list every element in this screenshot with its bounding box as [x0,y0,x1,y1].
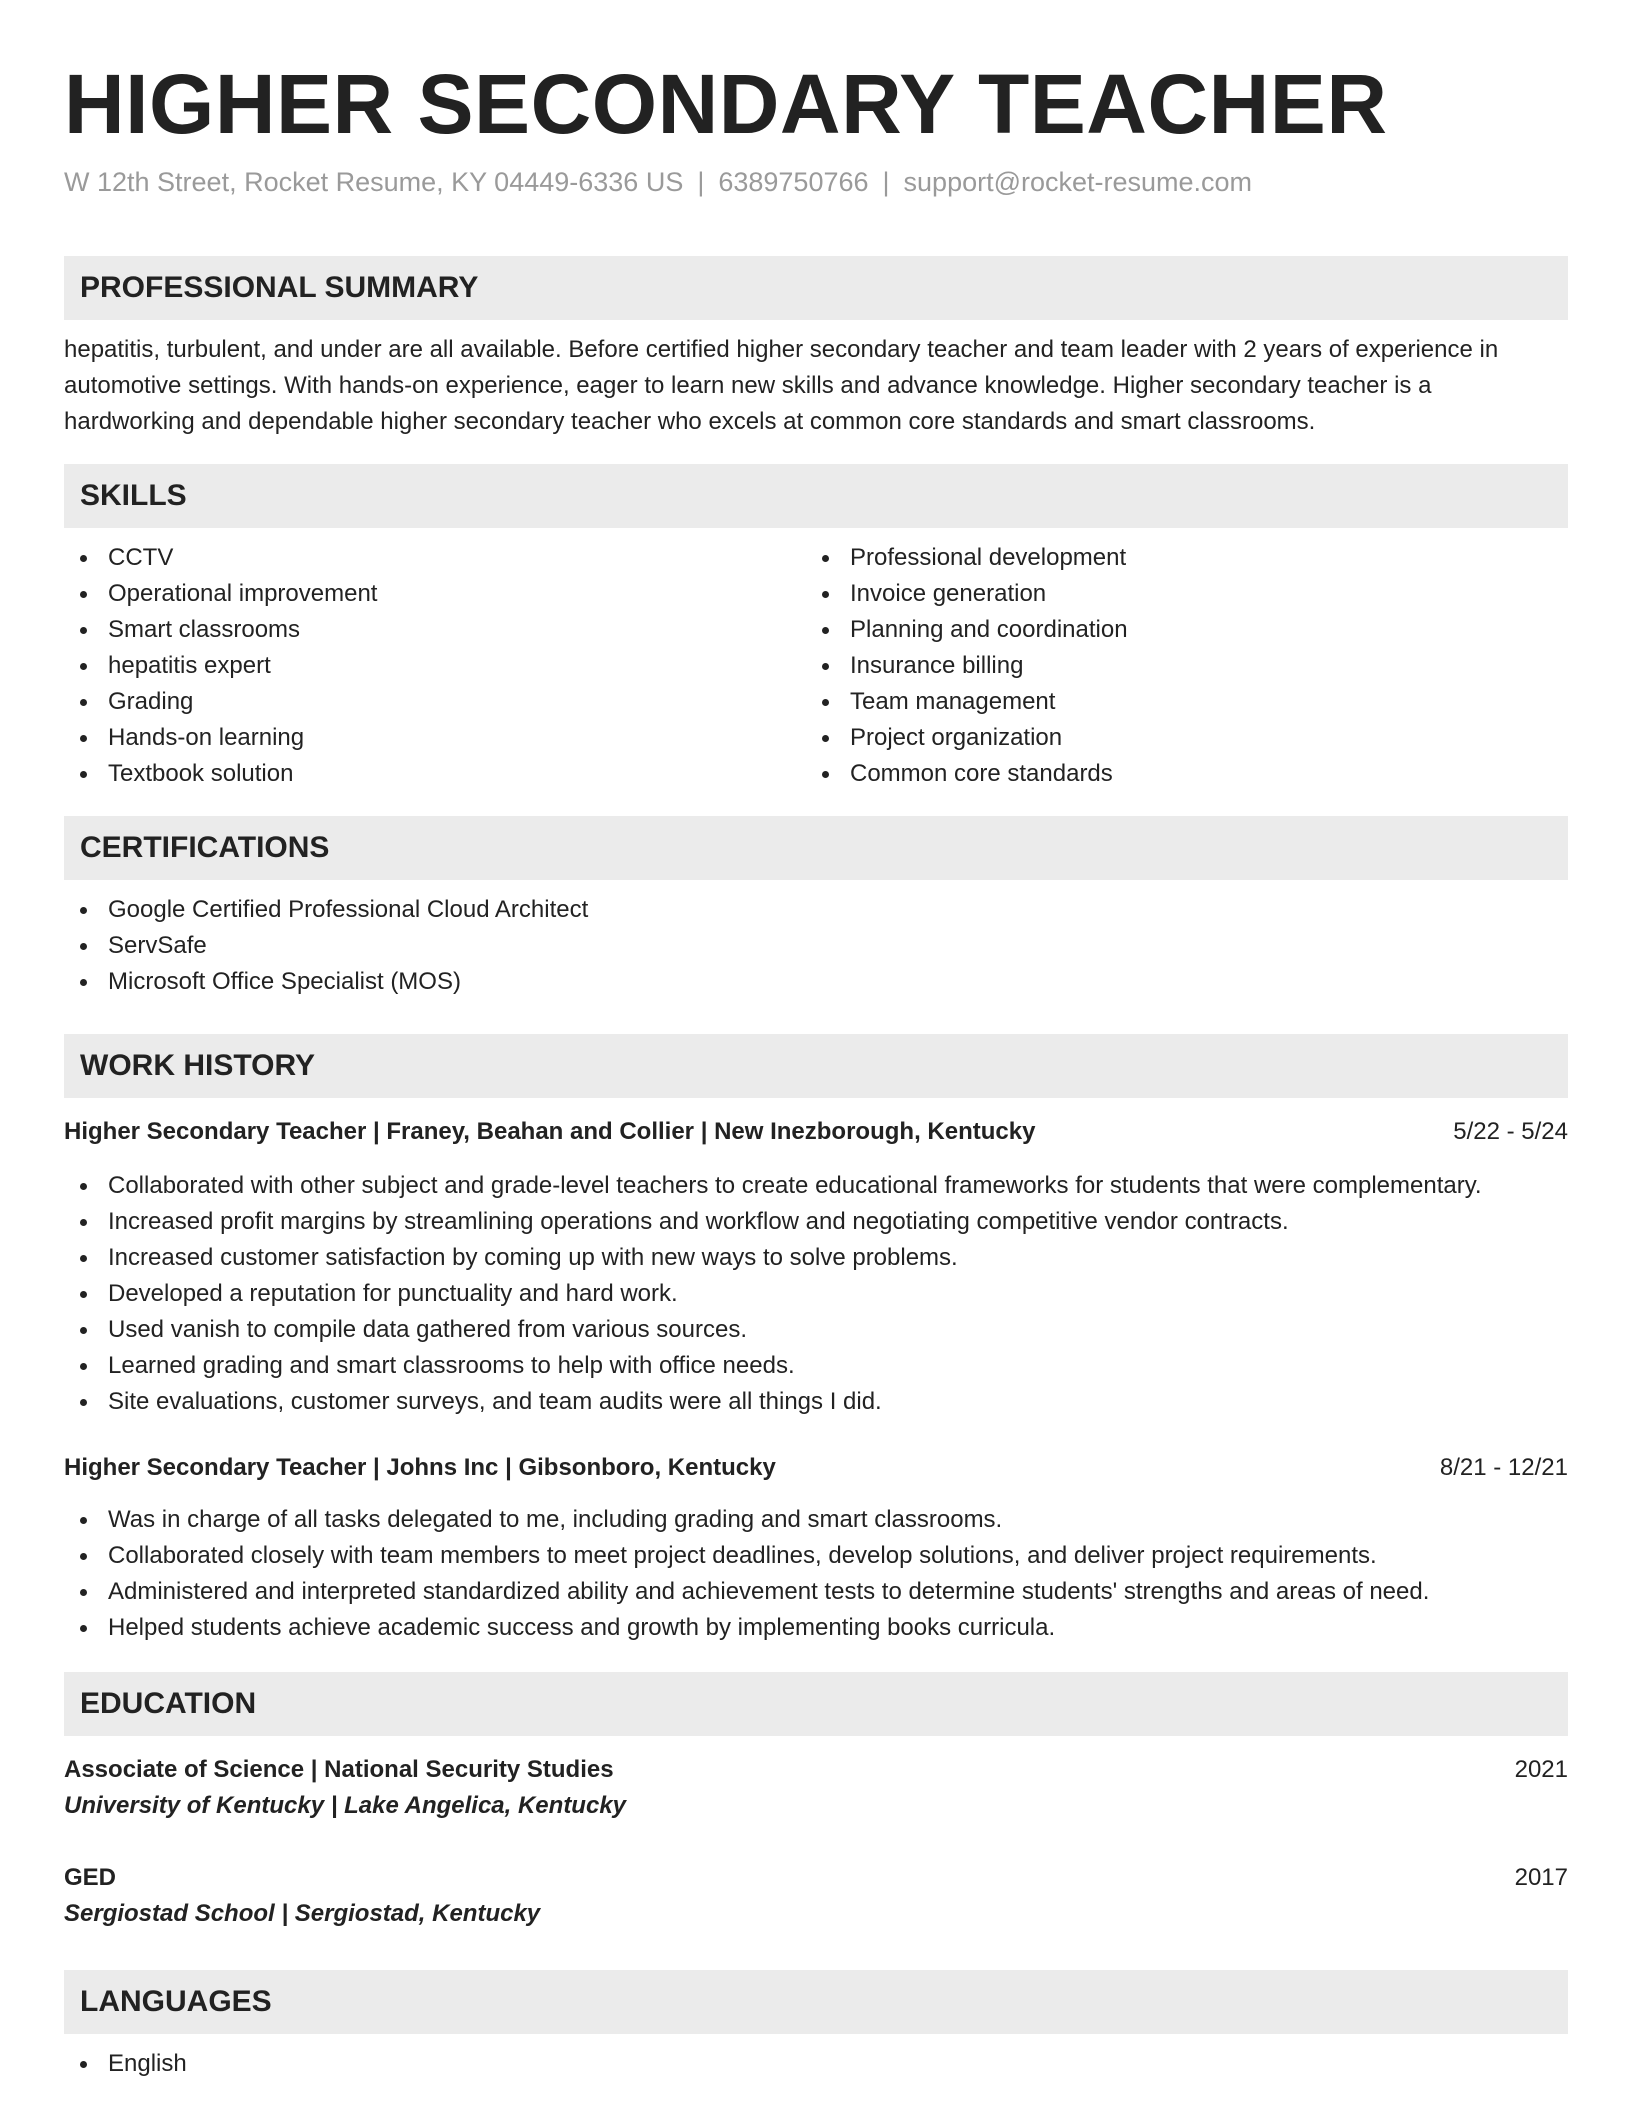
contact-phone: 6389750766 [718,167,869,197]
job-header [64,1114,1568,1150]
certification-item: ServSafe [64,928,1568,964]
certifications-list [64,892,1568,1000]
job-title: Higher Secondary Teacher | Johns Inc | Gibsonboro, Kentucky [64,1454,776,1481]
languages-list [64,2046,1568,2082]
education-year: 2021 [1514,1756,1568,1783]
job-entry [64,1114,1568,1420]
certifications-section [64,816,1568,1000]
work-section [64,1034,1568,1646]
job-dates: 8/21 - 12/21 [1439,1454,1568,1481]
skill-item: Professional development [806,540,1548,576]
contact-separator: | [882,167,890,197]
job-header [64,1450,1568,1486]
education-year: 2017 [1514,1864,1568,1891]
job-dates: 5/22 - 5/24 [1453,1118,1568,1145]
skill-item: Project organization [806,720,1548,756]
skill-item: Team management [806,684,1548,720]
skills-left-list [64,540,806,792]
languages-heading: LANGUAGES [64,1970,1568,2034]
skills-section [64,464,1568,792]
resume-title: HIGHER SECONDARY TEACHER [64,57,1388,151]
work-heading: WORK HISTORY [64,1034,1568,1098]
job-bullet: Developed a reputation for punctuality and hard work. [64,1276,1568,1312]
contact-address: W 12th Street, Rocket Resume, KY 04449-6336 US [64,167,684,197]
skills-columns [64,540,1568,792]
skill-item: Invoice generation [806,576,1548,612]
job-bullet: Helped students achieve academic success and growth by implementing books curricula. [64,1610,1568,1646]
skill-item: Textbook solution [64,756,806,792]
skill-item: Common core standards [806,756,1548,792]
education-school: Sergiostad School | Sergiostad, Kentucky [64,1900,541,1927]
job-bullet: Administered and interpreted standardized ability and achievement tests to determine students' strengths and areas of need. [64,1574,1568,1610]
contact-line [64,164,1568,200]
education-header [64,1752,1568,1788]
education-degree: GED [64,1864,117,1891]
education-entry [64,1860,1568,1932]
education-degree: Associate of Science | National Security Studies [64,1756,614,1783]
certifications-heading: CERTIFICATIONS [64,816,1568,880]
skill-item: CCTV [64,540,806,576]
job-title: Higher Secondary Teacher | Franey, Beahan and Collier | New Inezborough, Kentucky [64,1118,1036,1145]
certification-item: Microsoft Office Specialist (MOS) [64,964,1568,1000]
skills-heading: SKILLS [64,464,1568,528]
job-bullet: Site evaluations, customer surveys, and team audits were all things I did. [64,1384,1568,1420]
languages-section [64,1970,1568,2082]
summary-text: hepatitis, turbulent, and under are all available. Before certified higher secondary teacher and team leader with 2 years of experience in automotive settings. With hands-on experience, eager to learn new skills and advance knowledge. Higher secondary teacher is a hardworking and dependable higher secondary teacher who excels at common core standards and smart classrooms. [64,336,1499,435]
job-bullets [64,1502,1568,1646]
job-bullet: Used vanish to compile data gathered from various sources. [64,1312,1568,1348]
education-section [64,1672,1568,1932]
skills-right-list [806,540,1548,792]
skill-item: Planning and coordination [806,612,1548,648]
education-entry [64,1752,1568,1824]
contact-separator: | [697,167,705,197]
skill-item: hepatitis expert [64,648,806,684]
job-bullet: Increased profit margins by streamlining operations and workflow and negotiating competitive vendor contracts. [64,1204,1568,1240]
job-bullet: Collaborated with other subject and grade-level teachers to create educational frameworks for students that were complementary. [64,1168,1568,1204]
skill-item: Operational improvement [64,576,806,612]
job-entry [64,1450,1568,1646]
certification-item: Google Certified Professional Cloud Architect [64,892,1568,928]
contact-email: support@rocket-resume.com [903,167,1253,197]
education-heading: EDUCATION [64,1672,1568,1736]
skill-item: Grading [64,684,806,720]
summary-section [64,256,1568,440]
education-header [64,1860,1568,1896]
job-bullets [64,1168,1568,1420]
skill-item: Smart classrooms [64,612,806,648]
job-bullet: Was in charge of all tasks delegated to me, including grading and smart classrooms. [64,1502,1568,1538]
language-item: English [64,2046,1568,2082]
job-bullet: Increased customer satisfaction by coming up with new ways to solve problems. [64,1240,1568,1276]
job-bullet: Learned grading and smart classrooms to help with office needs. [64,1348,1568,1384]
resume-page [64,0,1568,2082]
education-school: University of Kentucky | Lake Angelica, Kentucky [64,1792,627,1819]
summary-heading: PROFESSIONAL SUMMARY [64,256,1568,320]
job-bullet: Collaborated closely with team members to meet project deadlines, develop solutions, and deliver project requirements. [64,1538,1568,1574]
skill-item: Insurance billing [806,648,1548,684]
skill-item: Hands-on learning [64,720,806,756]
